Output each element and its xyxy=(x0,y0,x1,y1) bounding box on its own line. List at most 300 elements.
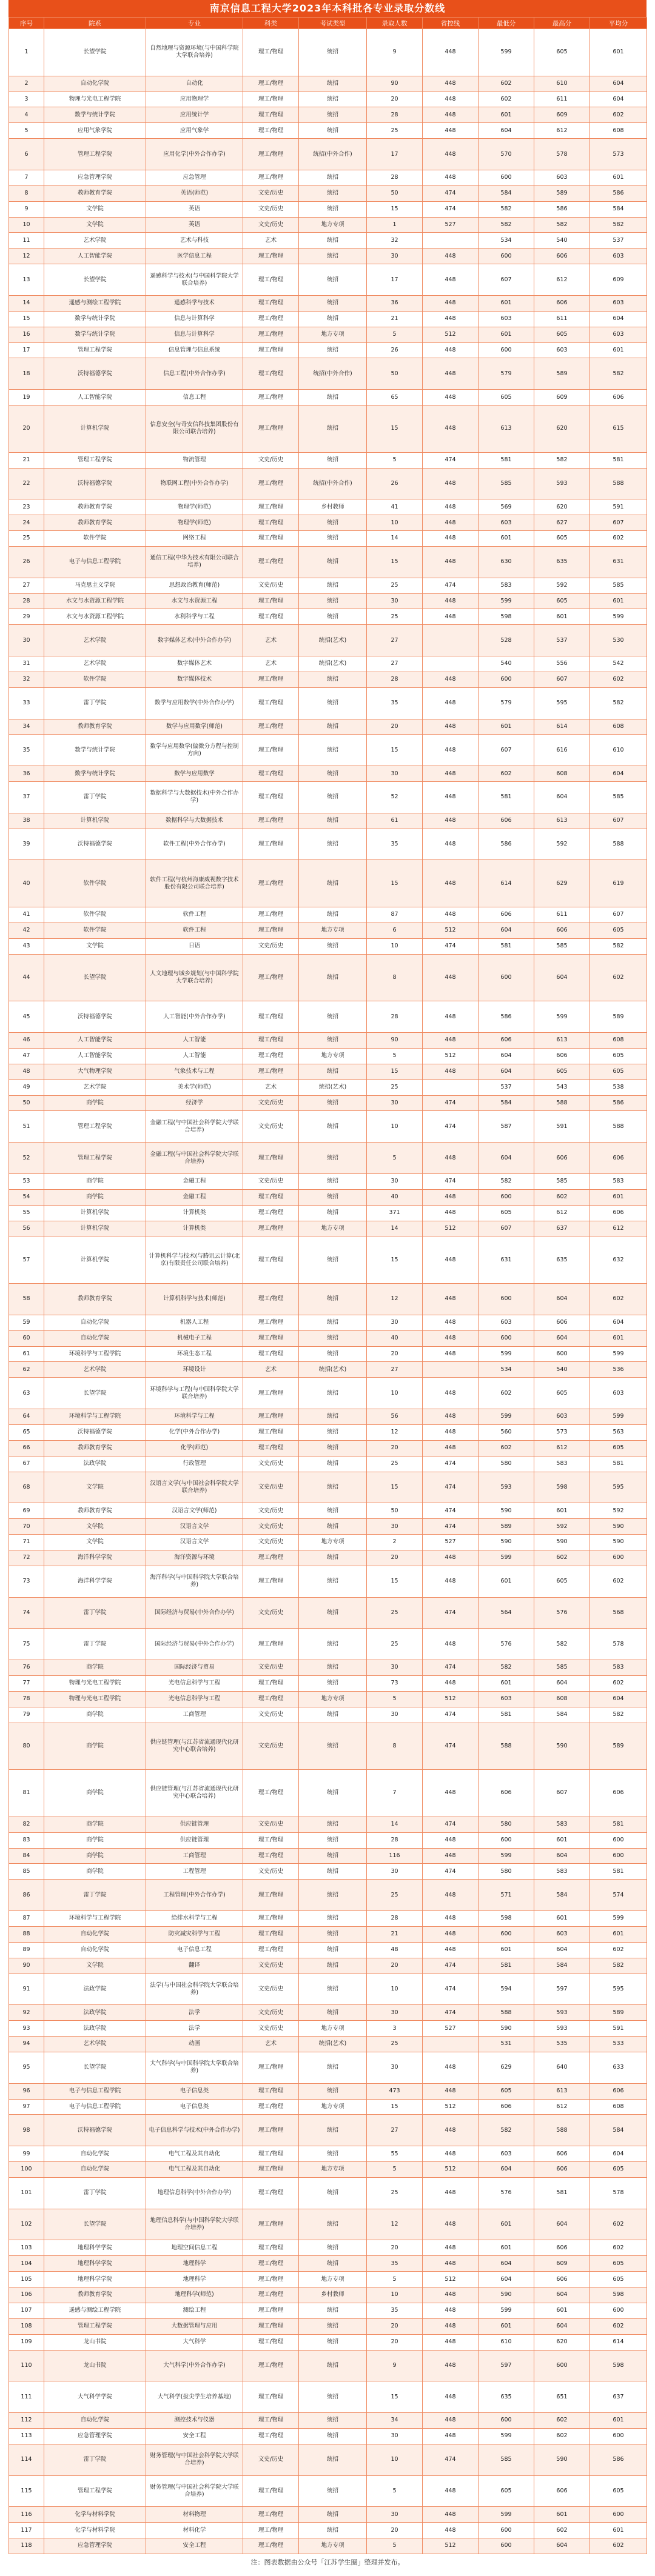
cell-index: 19 xyxy=(9,390,44,405)
cell-major: 国际经济与贸易(中外合作办学) xyxy=(146,1629,243,1660)
table-row xyxy=(9,76,647,92)
cell-exam-type: 统招 xyxy=(299,1503,367,1519)
cell-school: 艺术学院 xyxy=(44,1362,146,1378)
cell-control-line: 448 xyxy=(423,170,479,185)
cell-min-score: 589 xyxy=(479,1519,534,1535)
cell-category: 理工/物理 xyxy=(243,515,299,531)
cell-control-line: 512 xyxy=(423,327,479,342)
cell-index: 39 xyxy=(9,829,44,860)
cell-avg-score: 605 xyxy=(590,2475,647,2507)
cell-school: 艺术学院 xyxy=(44,2037,146,2052)
cell-school: 艺术学院 xyxy=(44,656,146,672)
cell-min-score: 604 xyxy=(479,923,534,938)
cell-exam-type: 统招(艺术) xyxy=(299,1362,367,1378)
cell-max-score: 640 xyxy=(534,2052,590,2083)
cell-category: 理工/物理 xyxy=(243,249,299,264)
cell-max-score: 606 xyxy=(534,1048,590,1064)
cell-min-score: 598 xyxy=(479,1911,534,1927)
cell-school: 管理工程学院 xyxy=(44,452,146,468)
table-row xyxy=(9,1911,647,1927)
cell-school: 长望学院 xyxy=(44,2052,146,2083)
cell-index: 88 xyxy=(9,1926,44,1942)
cell-avg-score: 600 xyxy=(590,1848,647,1864)
cell-admitted: 28 xyxy=(367,1911,423,1927)
cell-school: 商学院 xyxy=(44,1095,146,1111)
cell-category: 理工/物理 xyxy=(243,1284,299,1315)
cell-index: 44 xyxy=(9,954,44,1001)
cell-admitted: 30 xyxy=(367,1660,423,1676)
cell-min-score: 601 xyxy=(479,2240,534,2256)
cell-school: 管理工程学院 xyxy=(44,342,146,358)
cell-index: 12 xyxy=(9,249,44,264)
table-row xyxy=(9,249,647,264)
cell-avg-score: 568 xyxy=(590,1597,647,1629)
cell-major: 工程管理 xyxy=(146,1864,243,1880)
cell-school: 海洋科学学院 xyxy=(44,1550,146,1566)
cell-index: 23 xyxy=(9,499,44,515)
cell-exam-type: 统招 xyxy=(299,1864,367,1880)
cell-control-line: 474 xyxy=(423,201,479,217)
table-row xyxy=(9,2052,647,2083)
cell-index: 31 xyxy=(9,656,44,672)
cell-admitted: 73 xyxy=(367,1675,423,1691)
cell-exam-type: 统招 xyxy=(299,672,367,687)
cell-min-score: 582 xyxy=(479,1173,534,1189)
cell-index: 9 xyxy=(9,201,44,217)
cell-major: 工程管理(中外合作办学) xyxy=(146,1880,243,1911)
cell-exam-type: 统招 xyxy=(299,123,367,139)
cell-max-score: 637 xyxy=(534,1221,590,1236)
cell-category: 理工/物理 xyxy=(243,2177,299,2209)
cell-exam-type: 统招 xyxy=(299,1675,367,1691)
cell-admitted: 27 xyxy=(367,625,423,656)
cell-control-line: 512 xyxy=(423,2272,479,2287)
cell-index: 52 xyxy=(9,1143,44,1174)
cell-category: 文史/历史 xyxy=(243,1660,299,1676)
table-row xyxy=(9,2287,647,2303)
cell-exam-type: 统招 xyxy=(299,390,367,405)
cell-avg-score: 592 xyxy=(590,1503,647,1519)
table-row xyxy=(9,1817,647,1832)
cell-category: 文史/历史 xyxy=(243,185,299,201)
cell-category: 理工/物理 xyxy=(243,813,299,829)
table-row xyxy=(9,1284,647,1315)
cell-control-line: 474 xyxy=(423,1974,479,2005)
cell-max-score: 537 xyxy=(534,625,590,656)
cell-index: 50 xyxy=(9,1095,44,1111)
cell-min-score: 586 xyxy=(479,829,534,860)
cell-exam-type: 地方专项 xyxy=(299,2538,367,2554)
cell-admitted: 56 xyxy=(367,1409,423,1425)
cell-avg-score: 586 xyxy=(590,1095,647,1111)
cell-school: 商学院 xyxy=(44,1848,146,1864)
cell-min-score: 605 xyxy=(479,1205,534,1221)
cell-school: 艺术学院 xyxy=(44,625,146,656)
cell-avg-score: 603 xyxy=(590,295,647,311)
cell-index: 111 xyxy=(9,2381,44,2413)
cell-control-line: 448 xyxy=(423,515,479,531)
cell-index: 30 xyxy=(9,625,44,656)
cell-max-score: 612 xyxy=(534,123,590,139)
cell-major: 金融工程 xyxy=(146,1173,243,1189)
cell-min-score: 582 xyxy=(479,2115,534,2146)
cell-min-score: 576 xyxy=(479,2177,534,2209)
cell-category: 理工/物理 xyxy=(243,139,299,170)
cell-category: 理工/物理 xyxy=(243,264,299,296)
cell-category: 理工/物理 xyxy=(243,123,299,139)
cell-major: 信息管理与信息系统 xyxy=(146,342,243,358)
cell-school: 人工智能学院 xyxy=(44,1033,146,1049)
cell-min-score: 605 xyxy=(479,390,534,405)
page-title: 南京信息工程大学2023年本科批各专业录取分数线 xyxy=(8,0,647,17)
cell-index: 4 xyxy=(9,107,44,123)
cell-max-score: 540 xyxy=(534,1362,590,1378)
cell-category: 文史/历史 xyxy=(243,2444,299,2475)
cell-major: 思想政治教育(师范) xyxy=(146,578,243,593)
cell-avg-score: 599 xyxy=(590,1911,647,1927)
table-row xyxy=(9,2240,647,2256)
cell-control-line: 512 xyxy=(423,2538,479,2554)
cell-admitted: 473 xyxy=(367,2083,423,2099)
cell-index: 94 xyxy=(9,2037,44,2052)
cell-admitted: 27 xyxy=(367,1362,423,1378)
cell-admitted: 35 xyxy=(367,687,423,719)
cell-min-score: 580 xyxy=(479,1456,534,1472)
cell-avg-score: 578 xyxy=(590,1629,647,1660)
cell-index: 6 xyxy=(9,139,44,170)
cell-min-score: 586 xyxy=(479,1001,534,1033)
cell-control-line: 527 xyxy=(423,1535,479,1550)
cell-max-score: 597 xyxy=(534,1974,590,2005)
table-row xyxy=(9,1550,647,1566)
cell-exam-type: 统招 xyxy=(299,782,367,813)
cell-control-line xyxy=(423,656,479,672)
cell-max-score: 582 xyxy=(534,217,590,233)
cell-max-score: 606 xyxy=(534,249,590,264)
cell-school: 商学院 xyxy=(44,1660,146,1676)
cell-exam-type: 统招 xyxy=(299,107,367,123)
cell-control-line: 474 xyxy=(423,452,479,468)
cell-major: 电气工程及其自动化 xyxy=(146,2162,243,2178)
cell-avg-score: 605 xyxy=(590,2162,647,2178)
cell-avg-score: 637 xyxy=(590,2381,647,2413)
cell-index: 5 xyxy=(9,123,44,139)
table-row xyxy=(9,1079,647,1095)
cell-category: 文史/历史 xyxy=(243,1958,299,1974)
cell-school: 雷丁学院 xyxy=(44,1597,146,1629)
cell-min-score: 534 xyxy=(479,233,534,249)
cell-min-score: 580 xyxy=(479,1864,534,1880)
cell-index: 70 xyxy=(9,1519,44,1535)
cell-max-score: 585 xyxy=(534,1660,590,1676)
score-table xyxy=(8,17,647,2554)
table-row xyxy=(9,295,647,311)
cell-min-score: 602 xyxy=(479,92,534,107)
cell-avg-score: 582 xyxy=(590,1958,647,1974)
cell-school: 自动化学院 xyxy=(44,1942,146,1958)
cell-admitted: 50 xyxy=(367,358,423,390)
cell-category: 艺术 xyxy=(243,625,299,656)
cell-avg-score: 583 xyxy=(590,1660,647,1676)
cell-min-score: 607 xyxy=(479,1221,534,1236)
cell-min-score: 582 xyxy=(479,1660,534,1676)
cell-admitted: 26 xyxy=(367,468,423,499)
cell-avg-score: 600 xyxy=(590,1550,647,1566)
cell-major: 计算机科学与技术(与腾讯云计算(北京)有限责任公司联合培养) xyxy=(146,1236,243,1284)
cell-school: 数学与统计学院 xyxy=(44,735,146,766)
table-row xyxy=(9,1926,647,1942)
cell-admitted: 371 xyxy=(367,1205,423,1221)
cell-admitted: 15 xyxy=(367,1064,423,1079)
cell-exam-type: 统招 xyxy=(299,515,367,531)
cell-max-score: 606 xyxy=(534,2146,590,2162)
cell-school: 环境科学与工程学院 xyxy=(44,1409,146,1425)
cell-category: 文史/历史 xyxy=(243,938,299,954)
cell-index: 18 xyxy=(9,358,44,390)
cell-major: 材料化学 xyxy=(146,2523,243,2538)
cell-category: 理工/物理 xyxy=(243,468,299,499)
cell-admitted: 30 xyxy=(367,1173,423,1189)
cell-category: 艺术 xyxy=(243,1079,299,1095)
cell-control-line: 448 xyxy=(423,1911,479,1927)
cell-index: 105 xyxy=(9,2272,44,2287)
cell-avg-score: 602 xyxy=(590,2318,647,2334)
cell-min-score: 613 xyxy=(479,405,534,453)
cell-index: 81 xyxy=(9,1770,44,1817)
table-row xyxy=(9,2350,647,2381)
cell-index: 24 xyxy=(9,515,44,531)
cell-index: 103 xyxy=(9,2240,44,2256)
cell-max-score: 543 xyxy=(534,1079,590,1095)
cell-category: 理工/物理 xyxy=(243,2083,299,2099)
cell-exam-type: 统招 xyxy=(299,92,367,107)
cell-index: 115 xyxy=(9,2475,44,2507)
cell-min-score: 600 xyxy=(479,342,534,358)
cell-control-line: 448 xyxy=(423,2256,479,2272)
cell-max-score: 578 xyxy=(534,139,590,170)
cell-index: 90 xyxy=(9,1958,44,1974)
cell-exam-type: 统招 xyxy=(299,954,367,1001)
cell-min-score: 584 xyxy=(479,1095,534,1111)
cell-admitted: 36 xyxy=(367,295,423,311)
cell-avg-score: 582 xyxy=(590,358,647,390)
cell-exam-type: 统招 xyxy=(299,719,367,735)
cell-category: 理工/物理 xyxy=(243,1832,299,1848)
cell-major: 大气科学(拔尖学生培养基地) xyxy=(146,2381,243,2413)
cell-exam-type: 统招 xyxy=(299,813,367,829)
cell-max-score: 611 xyxy=(534,311,590,327)
cell-min-score: 599 xyxy=(479,1848,534,1864)
cell-admitted: 25 xyxy=(367,1597,423,1629)
cell-school: 电子与信息工程学院 xyxy=(44,2083,146,2099)
cell-category: 理工/物理 xyxy=(243,2507,299,2523)
cell-major: 数据科学与大数据技术 xyxy=(146,813,243,829)
table-row xyxy=(9,1205,647,1221)
cell-min-score: 599 xyxy=(479,2507,534,2523)
cell-control-line: 448 xyxy=(423,1424,479,1440)
cell-min-score: 600 xyxy=(479,1284,534,1315)
cell-exam-type: 地方专项 xyxy=(299,2272,367,2287)
cell-major: 信息工程 xyxy=(146,390,243,405)
cell-category: 理工/物理 xyxy=(243,954,299,1001)
cell-exam-type: 统招 xyxy=(299,1472,367,1503)
cell-major: 英语(师范) xyxy=(146,185,243,201)
cell-major: 光电信息科学与工程 xyxy=(146,1691,243,1707)
cell-min-score: 594 xyxy=(479,1974,534,2005)
cell-max-score: 614 xyxy=(534,719,590,735)
table-row xyxy=(9,1456,647,1472)
cell-index: 104 xyxy=(9,2256,44,2272)
cell-index: 77 xyxy=(9,1675,44,1691)
cell-max-score: 602 xyxy=(534,2523,590,2538)
cell-index: 67 xyxy=(9,1456,44,1472)
cell-school: 长望学院 xyxy=(44,2209,146,2240)
cell-major: 地理信息科学(中外合作办学) xyxy=(146,2177,243,2209)
cell-major: 机器人工程 xyxy=(146,1315,243,1330)
cell-school: 沃特福德学院 xyxy=(44,358,146,390)
cell-control-line: 448 xyxy=(423,1284,479,1315)
cell-exam-type: 统招 xyxy=(299,593,367,609)
table-row xyxy=(9,735,647,766)
cell-index: 109 xyxy=(9,2334,44,2350)
cell-school: 教师教育学院 xyxy=(44,515,146,531)
cell-category: 文史/历史 xyxy=(243,201,299,217)
cell-index: 58 xyxy=(9,1284,44,1315)
table-row xyxy=(9,2005,647,2021)
cell-control-line: 474 xyxy=(423,1707,479,1723)
cell-school: 法政学院 xyxy=(44,1974,146,2005)
cell-category: 理工/物理 xyxy=(243,2240,299,2256)
table-row xyxy=(9,531,647,547)
cell-exam-type: 统招 xyxy=(299,1566,367,1597)
cell-min-score: 607 xyxy=(479,264,534,296)
cell-school: 数学与统计学院 xyxy=(44,327,146,342)
table-row xyxy=(9,1173,647,1189)
cell-min-score: 603 xyxy=(479,1691,534,1707)
cell-category: 理工/物理 xyxy=(243,92,299,107)
cell-max-score: 585 xyxy=(534,1173,590,1189)
cell-admitted: 25 xyxy=(367,578,423,593)
cell-major: 化学(师范) xyxy=(146,1440,243,1456)
cell-school: 人工智能学院 xyxy=(44,1048,146,1064)
table-row xyxy=(9,578,647,593)
cell-major: 电子信息科学与技术(中外合作办学) xyxy=(146,2115,243,2146)
cell-control-line: 448 xyxy=(423,1143,479,1174)
cell-max-score: 612 xyxy=(534,1440,590,1456)
table-row xyxy=(9,92,647,107)
cell-admitted: 7 xyxy=(367,1770,423,1817)
cell-max-score: 590 xyxy=(534,1535,590,1550)
cell-control-line: 448 xyxy=(423,2177,479,2209)
cell-avg-score: 603 xyxy=(590,327,647,342)
cell-max-score: 605 xyxy=(534,593,590,609)
cell-school: 教师教育学院 xyxy=(44,499,146,515)
cell-avg-score: 585 xyxy=(590,782,647,813)
cell-index: 99 xyxy=(9,2146,44,2162)
cell-major: 测控技术与仪器 xyxy=(146,2413,243,2429)
cell-control-line: 474 xyxy=(423,578,479,593)
cell-admitted: 6 xyxy=(367,923,423,938)
cell-category: 理工/物理 xyxy=(243,1001,299,1033)
cell-min-score: 582 xyxy=(479,217,534,233)
cell-max-score: 604 xyxy=(534,1848,590,1864)
cell-index: 68 xyxy=(9,1472,44,1503)
cell-exam-type: 统招 xyxy=(299,2115,367,2146)
cell-index: 118 xyxy=(9,2538,44,2554)
cell-min-score: 569 xyxy=(479,499,534,515)
cell-max-score: 612 xyxy=(534,1205,590,1221)
cell-school: 沃特福德学院 xyxy=(44,1424,146,1440)
cell-avg-score: 578 xyxy=(590,2177,647,2209)
cell-admitted: 28 xyxy=(367,1832,423,1848)
cell-control-line: 448 xyxy=(423,1001,479,1033)
table-row xyxy=(9,938,647,954)
cell-index: 37 xyxy=(9,782,44,813)
cell-exam-type: 统招 xyxy=(299,1001,367,1033)
cell-min-score: 582 xyxy=(479,201,534,217)
cell-admitted: 14 xyxy=(367,1817,423,1832)
cell-major: 遥感科学与技术 xyxy=(146,295,243,311)
cell-school: 长望学院 xyxy=(44,264,146,296)
cell-exam-type: 地方专项 xyxy=(299,2099,367,2115)
cell-exam-type: 统招 xyxy=(299,1033,367,1049)
cell-exam-type: 地方专项 xyxy=(299,1691,367,1707)
table-row xyxy=(9,1378,647,1409)
cell-min-score: 599 xyxy=(479,593,534,609)
cell-major: 数字媒体艺术(中外合作办学) xyxy=(146,625,243,656)
cell-max-score: 611 xyxy=(534,92,590,107)
cell-index: 57 xyxy=(9,1236,44,1284)
cell-admitted: 25 xyxy=(367,2037,423,2052)
cell-category: 理工/物理 xyxy=(243,1409,299,1425)
table-row xyxy=(9,625,647,656)
cell-control-line: 474 xyxy=(423,1111,479,1143)
cell-admitted: 15 xyxy=(367,2381,423,2413)
col-index: 序号 xyxy=(9,18,44,29)
cell-max-score: 601 xyxy=(534,2507,590,2523)
cell-category: 文史/历史 xyxy=(243,1111,299,1143)
cell-index: 45 xyxy=(9,1001,44,1033)
cell-control-line: 448 xyxy=(423,2334,479,2350)
cell-min-score: 601 xyxy=(479,1675,534,1691)
table-row xyxy=(9,264,647,296)
cell-min-score: 581 xyxy=(479,1958,534,1974)
cell-max-score: 604 xyxy=(534,2209,590,2240)
cell-index: 46 xyxy=(9,1033,44,1049)
cell-admitted: 15 xyxy=(367,2099,423,2115)
cell-control-line: 474 xyxy=(423,1472,479,1503)
cell-min-score: 597 xyxy=(479,2350,534,2381)
cell-avg-score: 598 xyxy=(590,2350,647,2381)
table-row xyxy=(9,1880,647,1911)
cell-school: 文学院 xyxy=(44,1472,146,1503)
cell-major: 数字媒体技术 xyxy=(146,672,243,687)
cell-max-score: 620 xyxy=(534,499,590,515)
cell-major: 人工智能(中外合作办学) xyxy=(146,1001,243,1033)
cell-exam-type: 统招 xyxy=(299,1707,367,1723)
cell-control-line: 448 xyxy=(423,2115,479,2146)
cell-max-score: 573 xyxy=(534,1424,590,1440)
cell-admitted: 20 xyxy=(367,2240,423,2256)
cell-index: 62 xyxy=(9,1362,44,1378)
cell-max-score: 586 xyxy=(534,201,590,217)
cell-avg-score: 601 xyxy=(590,593,647,609)
cell-major: 英语 xyxy=(146,217,243,233)
cell-max-score: 620 xyxy=(534,2334,590,2350)
cell-major: 自然地理与资源环境(与中国科学院大学联合培养) xyxy=(146,29,243,76)
cell-admitted: 9 xyxy=(367,2350,423,2381)
cell-category: 理工/物理 xyxy=(243,735,299,766)
